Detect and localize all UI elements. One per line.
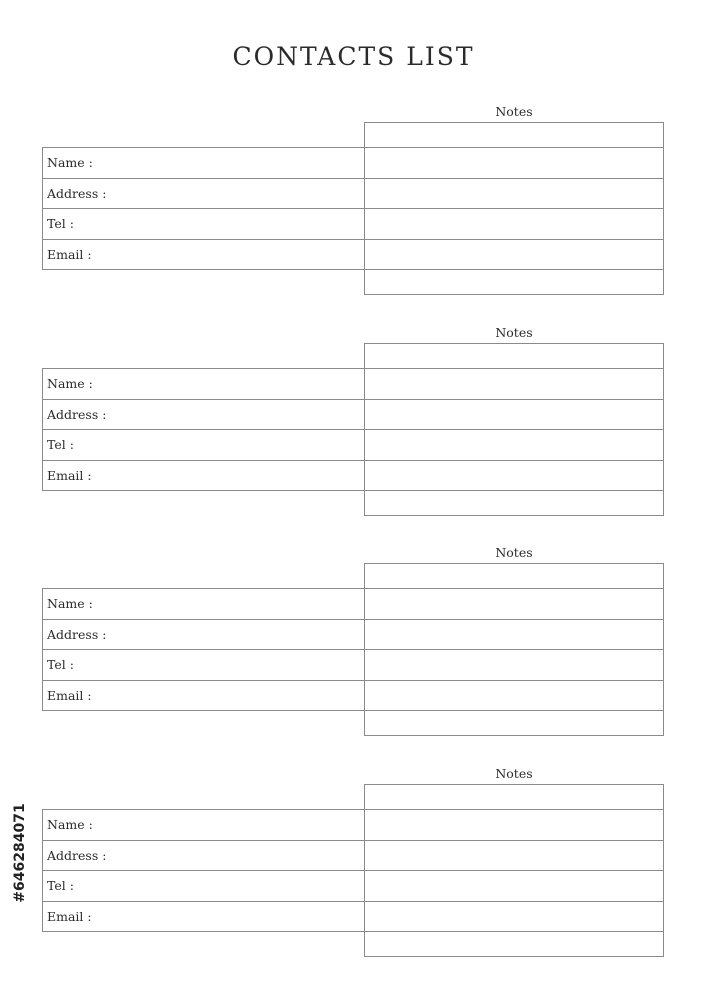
name-field[interactable]: Name : (47, 155, 93, 170)
row-divider (42, 460, 664, 461)
contact-block (0, 325, 707, 525)
contact-block (0, 766, 707, 966)
address-field[interactable]: Address : (47, 186, 107, 201)
address-field[interactable]: Address : (47, 627, 107, 642)
tel-field[interactable]: Tel : (47, 437, 74, 452)
email-field[interactable]: Email : (47, 688, 92, 703)
row-divider (42, 649, 664, 650)
row-divider (42, 619, 664, 620)
row-divider (42, 710, 664, 711)
row-divider (42, 680, 664, 681)
notes-label: Notes (495, 325, 533, 340)
row-divider (42, 208, 664, 209)
row-divider (42, 178, 664, 179)
row-divider (42, 269, 664, 270)
email-field[interactable]: Email : (47, 468, 92, 483)
row-divider (42, 490, 664, 491)
row-divider (42, 588, 664, 589)
tel-field[interactable]: Tel : (47, 216, 74, 231)
contact-block (0, 545, 707, 745)
page-title: CONTACTS LIST (232, 42, 475, 71)
row-divider (42, 809, 664, 810)
side-stock-id-text: #646284071 (12, 803, 28, 903)
tel-field[interactable]: Tel : (47, 878, 74, 893)
address-field[interactable]: Address : (47, 848, 107, 863)
email-field[interactable]: Email : (47, 909, 92, 924)
notes-label: Notes (495, 766, 533, 781)
row-divider (42, 399, 664, 400)
row-divider (42, 870, 664, 871)
name-field[interactable]: Name : (47, 817, 93, 832)
row-divider (42, 368, 664, 369)
name-field[interactable]: Name : (47, 596, 93, 611)
tel-field[interactable]: Tel : (47, 657, 74, 672)
row-divider (42, 147, 664, 148)
side-stock-id (10, 758, 30, 948)
name-field[interactable]: Name : (47, 376, 93, 391)
contact-block (0, 104, 707, 304)
row-divider (42, 840, 664, 841)
notes-label: Notes (495, 545, 533, 560)
row-divider (42, 931, 664, 932)
notes-label: Notes (495, 104, 533, 119)
address-field[interactable]: Address : (47, 407, 107, 422)
row-divider (42, 239, 664, 240)
row-divider (42, 429, 664, 430)
row-divider (42, 901, 664, 902)
email-field[interactable]: Email : (47, 247, 92, 262)
